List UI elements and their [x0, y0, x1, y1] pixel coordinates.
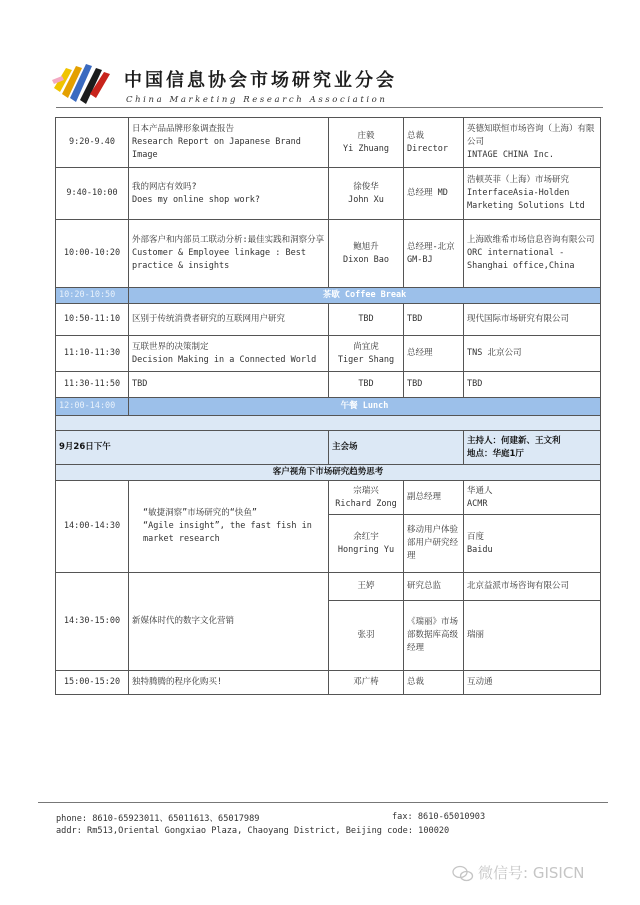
topic-cell — [129, 220, 329, 288]
spacer-row — [56, 416, 601, 431]
title-cell: TBD — [404, 304, 464, 336]
table-row — [56, 372, 601, 398]
company-cn: 上海欧维希市场信息咨询有限公司 — [467, 235, 595, 245]
topic-cn: “敏捷洞察”市场研究的“快鱼” — [143, 508, 257, 518]
company-cell: 北京益派市场咨询有限公司 — [464, 573, 601, 601]
topic-cell: TBD — [129, 372, 329, 398]
speaker-cn: 庄毅 — [357, 130, 375, 141]
band-time: 12:00-14:00 — [56, 398, 129, 416]
company-cn: 英德知联恒市场咨询（上海）有限公司 — [467, 124, 595, 147]
speaker-en: Hongring Yu — [337, 544, 395, 555]
header-divider — [56, 107, 603, 108]
time-cell: 11:10-11:30 — [56, 336, 129, 372]
session-host: 主持人：何建新、王文利 — [467, 435, 561, 446]
company-en: ACMR — [467, 498, 488, 509]
topic-cell — [129, 168, 329, 220]
time-cell: 15:00-15:20 — [56, 671, 129, 695]
speaker-cn: 尚宜虎 — [353, 341, 379, 352]
org-name-en: China Marketing Research Association — [126, 95, 388, 105]
title-cell: 《瑞丽》市场部数据库高级经理 — [404, 601, 464, 671]
table-row — [56, 304, 601, 336]
company-en: INTAGE CHINA Inc. — [467, 150, 554, 160]
speaker-cell — [329, 118, 404, 168]
footer-phone: phone: 8610-65923011、65011613、65017989 — [56, 814, 260, 824]
speaker-cell: TBD — [329, 304, 404, 336]
table-row — [56, 168, 601, 220]
table-row — [56, 481, 601, 515]
speaker-cn: 鲍旭升 — [353, 241, 379, 252]
company-cell: TBD — [464, 372, 601, 398]
topic-cell: 区别于传统消费者研究的互联网用户研究 — [129, 304, 329, 336]
session-venue: 主会场 — [329, 431, 464, 465]
title-cell: TBD — [404, 372, 464, 398]
session-location: 地点：华庭1厅 — [467, 448, 524, 459]
schedule-table — [55, 117, 601, 695]
band-label: 午餐 Lunch — [129, 398, 601, 416]
company-cell — [464, 118, 601, 168]
table-row — [56, 220, 601, 288]
speaker-en: Dixon Bao — [342, 254, 390, 265]
table-row — [56, 118, 601, 168]
company-cell — [464, 168, 601, 220]
topic-cell: 独特腾腾的程序化购买! — [129, 671, 329, 695]
topic-en: Research Report on Japanese Brand Image — [132, 137, 301, 160]
company-cell: TNS 北京公司 — [464, 336, 601, 372]
company-cell — [464, 481, 601, 515]
band-label: 茶歇 Coffee Break — [129, 288, 601, 304]
title-cell: 总经理-北京 GM-BJ — [404, 220, 464, 288]
topic-cell — [129, 336, 329, 372]
footer-address: addr: Rm513,Oriental Gongxiao Plaza, Chaoyang District, Beijing code: 100020 — [56, 826, 450, 836]
company-cell: 现代国际市场研究有限公司 — [464, 304, 601, 336]
speaker-cn: 徐俊华 — [353, 181, 379, 192]
association-logo — [52, 58, 114, 104]
table-row — [56, 573, 601, 601]
time-cell: 9:40-10:00 — [56, 168, 129, 220]
topic-en: Decision Making in a Connected World — [132, 354, 317, 365]
topic-cn: 互联世界的决策制定 — [132, 341, 209, 352]
speaker-en: Richard Zong — [335, 498, 397, 509]
company-cell: 互动通 — [464, 671, 601, 695]
title-cell: 总经理 MD — [404, 168, 464, 220]
speaker-cell: 邓广梼 — [329, 671, 404, 695]
topic-en: Customer & Employee linkage : Best practice & insights — [132, 248, 306, 271]
watermark-text: 微信号: GISICN — [478, 864, 585, 882]
title-cell: 移动用户体验部用户研究经理 — [404, 515, 464, 573]
time-cell: 10:50-11:10 — [56, 304, 129, 336]
speaker-cell — [329, 168, 404, 220]
speaker-cell — [329, 481, 404, 515]
session-date: 9月26日下午 — [56, 431, 329, 465]
wechat-icon — [452, 865, 474, 883]
speaker-en: John Xu — [348, 194, 384, 205]
topic-cell: 新媒体时代的数字文化营销 — [129, 573, 329, 671]
speaker-cell: TBD — [329, 372, 404, 398]
speaker-cn: 余红宇 — [353, 531, 379, 542]
company-en: InterfaceAsia-Holden Marketing Solutions Ltd — [467, 188, 585, 211]
speaker-en: Tiger Shang — [337, 354, 395, 365]
company-cell — [464, 220, 601, 288]
title-cell: 副总经理 — [404, 481, 464, 515]
session-host-cell — [464, 431, 601, 465]
band-time: 10:20-10:50 — [56, 288, 129, 304]
topic-cn: 外部客户和内部员工联动分析:最佳实践和洞察分享 — [132, 235, 325, 245]
company-cell: 瑞丽 — [464, 601, 601, 671]
title-cell: 总裁 — [404, 671, 464, 695]
footer-fax: fax: 8610-65010903 — [392, 812, 486, 822]
speaker-cell — [329, 220, 404, 288]
topic-cn: 我的网店有效吗? — [132, 181, 197, 192]
session-header-row — [56, 431, 601, 465]
footer-divider — [38, 802, 608, 803]
topic-en: “Agile insight”, the fast fish in market research — [143, 521, 312, 544]
company-cn: 浩顿英菲（上海）市场研究 — [467, 175, 570, 185]
speaker-en: Yi Zhuang — [342, 143, 390, 154]
org-name-cn: 中国信息协会市场研究业分会 — [124, 70, 397, 91]
speaker-cell: 王婷 — [329, 573, 404, 601]
time-cell: 14:30-15:00 — [56, 573, 129, 671]
session-theme: 客户视角下市场研究趋势思考 — [56, 465, 601, 481]
time-cell: 10:00-10:20 — [56, 220, 129, 288]
speaker-cell — [329, 515, 404, 573]
table-row — [56, 336, 601, 372]
company-en: ORC international - Shanghai office,China — [467, 248, 575, 271]
table-row — [56, 671, 601, 695]
topic-cn: 日本产品品牌形象调查报告 — [132, 124, 235, 134]
wechat-watermark — [452, 862, 585, 883]
topic-en: Does my online shop work? — [132, 194, 260, 205]
speaker-cell — [329, 336, 404, 372]
time-cell: 14:00-14:30 — [56, 481, 129, 573]
title-cell: 总裁 Director — [404, 118, 464, 168]
topic-cell — [129, 481, 329, 573]
company-cell — [464, 515, 601, 573]
speaker-cell: 张羽 — [329, 601, 404, 671]
time-cell: 9:20-9.40 — [56, 118, 129, 168]
topic-cell — [129, 118, 329, 168]
company-en: Baidu — [467, 544, 493, 555]
coffee-break-row — [56, 288, 601, 304]
speaker-cn: 宗瑞兴 — [353, 485, 379, 496]
company-cn: 百度 — [467, 531, 485, 542]
time-cell: 11:30-11:50 — [56, 372, 129, 398]
lunch-row — [56, 398, 601, 416]
title-cell: 总经理 — [404, 336, 464, 372]
session-theme-row — [56, 465, 601, 481]
title-cell: 研究总监 — [404, 573, 464, 601]
company-cn: 华通人 — [467, 485, 493, 496]
